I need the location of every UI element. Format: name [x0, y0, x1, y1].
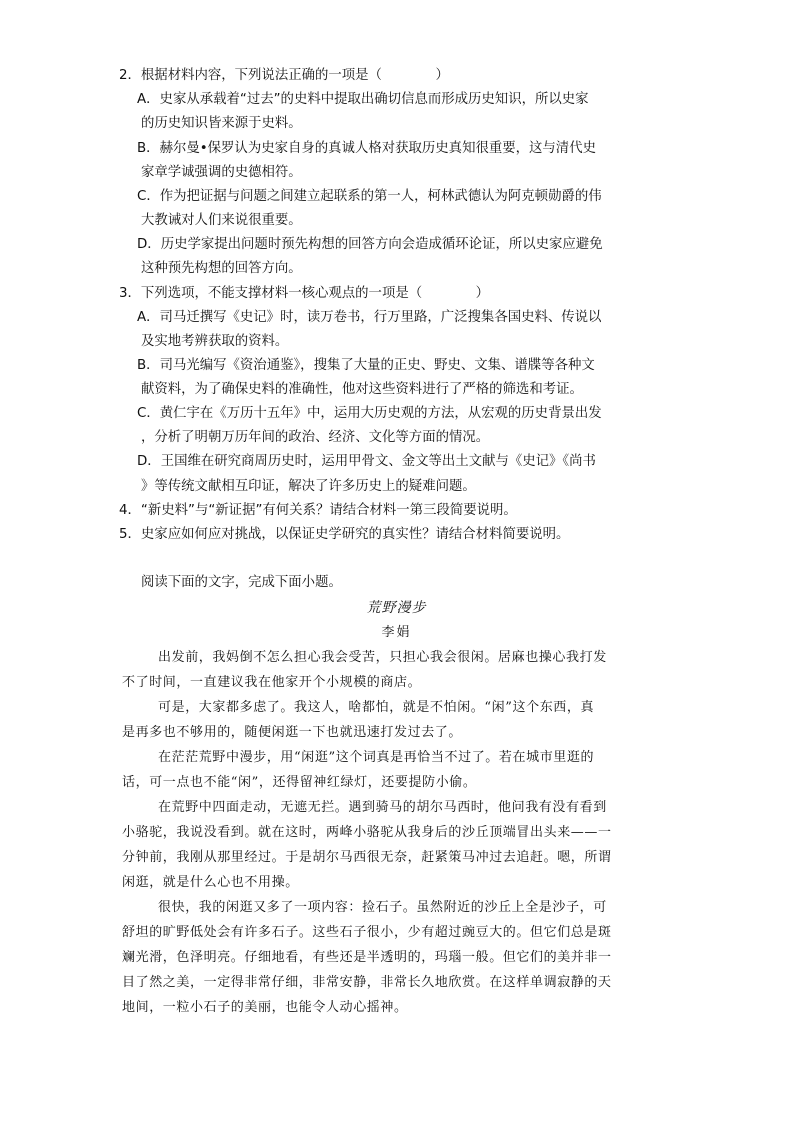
passage-line: 小骆驼，我说没看到。就在这时，两峰小骆驼从我身后的沙丘顶端冒出头来——一	[122, 825, 612, 840]
q3-option-c-line1: C．黄仁宇在《万历十五年》中，运用大历史观的方法，从宏观的历史背景出发	[137, 406, 602, 421]
q3-option-a-line1: A．司马迁撰写《史记》时，读万卷书，行万里路，广泛搜集各国史料、传说以	[137, 310, 602, 325]
q2-option-d-line2: 这种预先构想的回答方向。	[141, 261, 302, 276]
passage-line: 很快，我的闲逛又多了一项内容：捡石子。虽然附近的沙丘上全是沙子，可	[158, 900, 607, 915]
passage-line: 目了然之美，一定得非常仔细，非常安静，非常长久地欣赏。在这样单调寂静的天	[122, 975, 612, 990]
q3-option-b-line1: B．司马光编写《资治通鉴》，搜集了大量的正史、野史、文集、谱牒等各种文	[137, 358, 595, 373]
question-2-stem: 2．根据材料内容，下列说法正确的一项是（ ）	[119, 68, 449, 83]
q3-option-c-line2: ，分析了明朝万历年间的政治、经济、文化等方面的情况。	[141, 430, 490, 445]
passage-line: 地间，一粒小石子的美丽，也能令人动心摇神。	[122, 1000, 408, 1015]
passage-line: 闲逛，就是什么心也不用操。	[122, 875, 299, 890]
q3-option-d-line2: 》等传统文献相互印证，解决了许多历史上的疑难问题。	[141, 479, 476, 494]
q3-option-b-line2: 献资料，为了确保史料的准确性，他对这些资料进行了严格的筛选和考证。	[141, 382, 583, 397]
passage-line: 斓光滑，色泽明亮。仔细地看，有些还是半透明的，玛瑙一般。但它们的美并非一	[122, 950, 612, 965]
q2-option-b-line1: B．赫尔曼•保罗认为史家自身的真诚人格对获取历史真知很重要，这与清代史	[137, 141, 596, 156]
q3-option-d-line1: D．王国维在研究商周历史时，运用甲骨文、金文等出土文献与《史记》《尚书	[137, 454, 596, 469]
passage-line: 不了时间，一直建议我在他家开个小规模的商店。	[122, 675, 422, 690]
q3-option-a-line2: 及实地考辨获取的资料。	[141, 334, 289, 349]
q2-option-a-line2: 的历史知识皆来源于史料。	[141, 116, 302, 131]
q2-option-c-line1: C．作为把证据与问题之间建立起联系的第一人，柯林武德认为阿克顿勋爵的伟	[137, 189, 602, 204]
passage-line: 在荒野中四面走动，无遮无拦。遇到骑马的胡尔马西时，他问我有没有看到	[158, 800, 607, 815]
passage-title: 荒野漫步	[366, 600, 427, 616]
passage-line: 在茫茫荒野中漫步，用“闲逛”这个词真是再恰当不过了。若在城市里逛的	[158, 750, 595, 765]
passage-line: 舒坦的旷野低处会有许多石子。这些石子很小，少有超过豌豆大的。但它们总是斑	[122, 925, 612, 940]
question-4: 4．“新史料”与“新证据”有何关系？请结合材料一第三段简要说明。	[119, 503, 517, 518]
q2-option-b-line2: 家章学诚强调的史德相符。	[141, 165, 302, 180]
q2-option-c-line2: 大教诫对人们来说很重要。	[141, 213, 302, 228]
question-5: 5．史家应如何应对挑战，以保证史学研究的真实性？请结合材料简要说明。	[119, 527, 570, 542]
passage-line: 是再多也不够用的，随便闲逛一下也就迅速打发过去了。	[122, 725, 463, 740]
question-3-stem: 3．下列选项，不能支撑材料一核心观点的一项是（ ）	[119, 286, 490, 301]
q2-option-d-line1: D．历史学家提出问题时预先构想的回答方向会造成循环论证，所以史家应避免	[137, 237, 603, 252]
q2-option-a-line1: A．史家从承载着“过去”的史料中提取出确切信息而形成历史知识，所以史家	[137, 92, 589, 107]
passage-line: 可是，大家都多虑了。我这人，啥都怕，就是不怕闲。“闲”这个东西，真	[158, 700, 595, 715]
passage-line: 分钟前，我刚从那里经过。于是胡尔马西很无奈，赶紧策马冲过去追赶。嗯，所谓	[122, 850, 612, 865]
passage-line: 出发前，我妈倒不怎么担心我会受苦，只担心我会很闲。居麻也操心我打发	[158, 650, 607, 665]
reading-instruction: 阅读下面的文字，完成下面小题。	[141, 575, 342, 590]
passage-line: 话，可一点也不能“闲”，还得留神红绿灯，还要提防小偷。	[122, 775, 477, 790]
passage-author: 李娟	[381, 625, 412, 640]
